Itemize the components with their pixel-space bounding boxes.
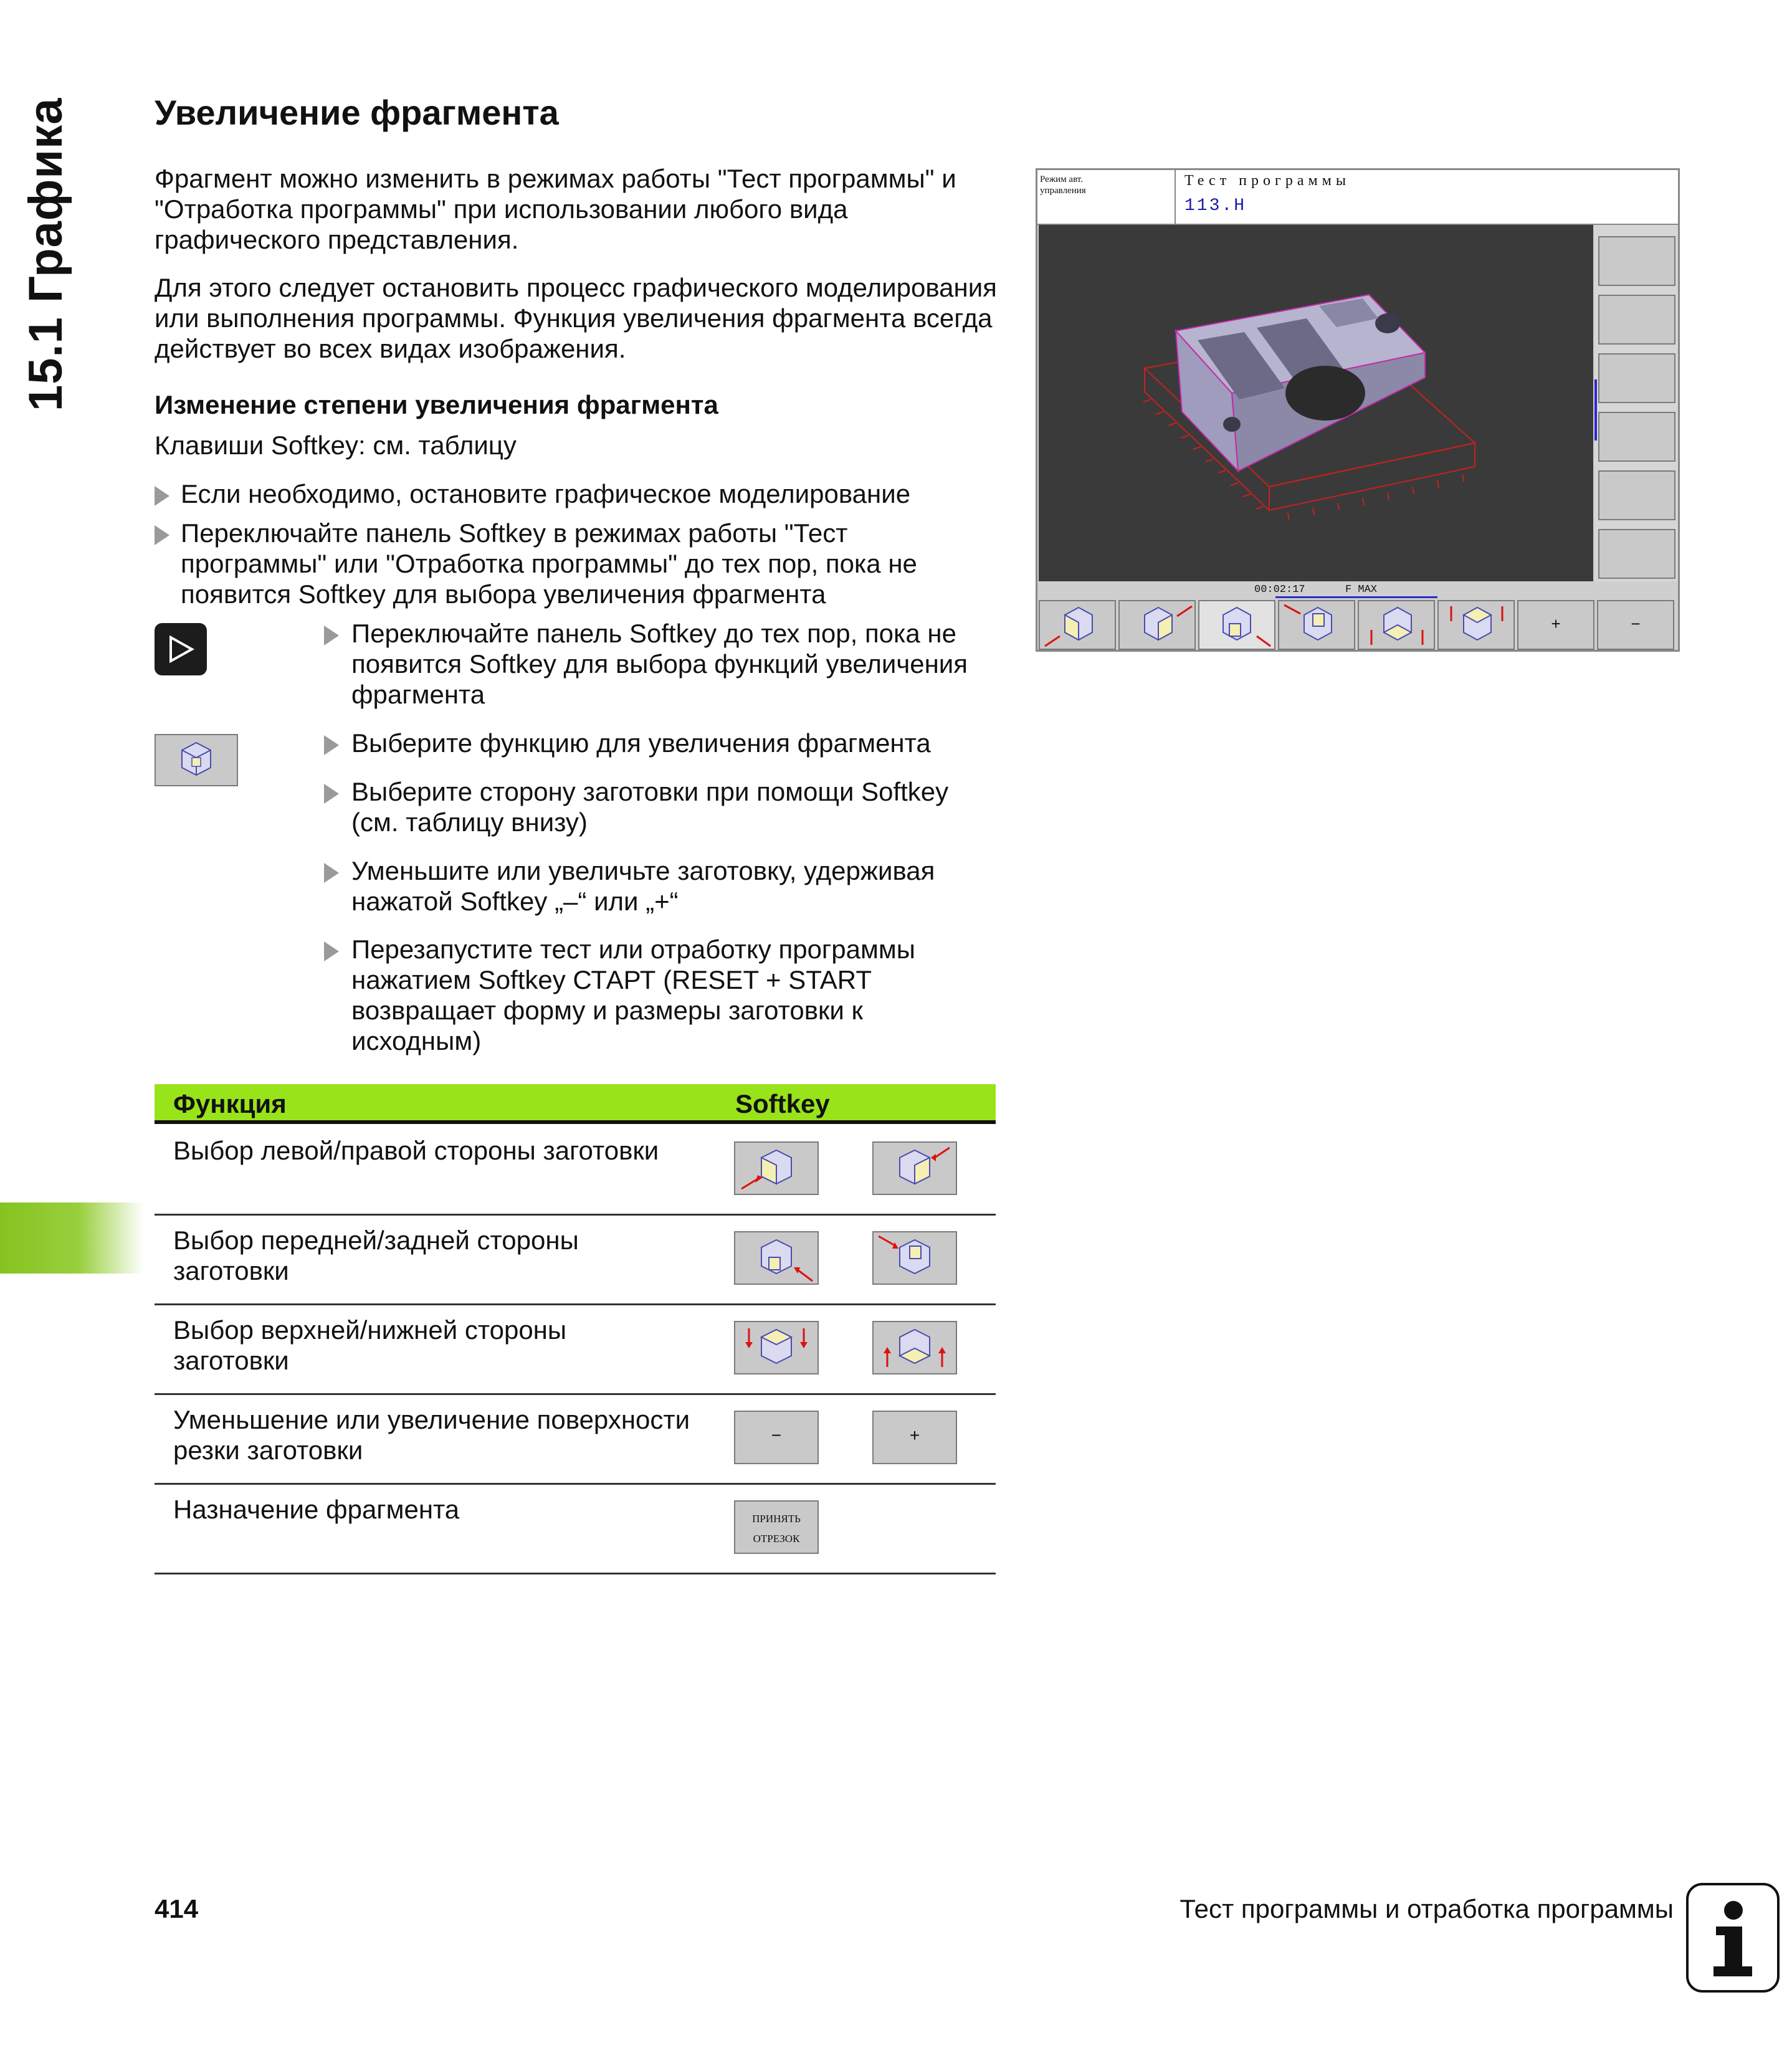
bullet-arrow-icon xyxy=(324,941,339,961)
screen-left-side-softkey[interactable] xyxy=(1039,600,1116,650)
table-row: Уменьшение или увеличение поверхности резки заготовки − + xyxy=(155,1393,996,1485)
shrink-cut-softkey[interactable]: − xyxy=(734,1411,819,1464)
mode-label: Режим авт. управления xyxy=(1037,170,1176,224)
vertical-softkey-5[interactable] xyxy=(1598,470,1675,520)
intro-paragraph-1: Фрагмент можно изменить в режимах работы "Тест программы" и "Отработка программы" при использовании любого вида графического представления. xyxy=(155,164,956,254)
step-item: Если необходимо, остановите графическое моделирование xyxy=(155,479,1002,509)
bottom-side-cube-icon xyxy=(874,1322,956,1373)
program-name: 113.H xyxy=(1184,196,1247,216)
screen-bottom-side-softkey[interactable] xyxy=(1358,600,1435,650)
section-subheading: Изменение степени увеличения фрагмента xyxy=(155,390,718,419)
vertical-softkey-2[interactable] xyxy=(1598,295,1675,345)
select-bottom-side-softkey[interactable] xyxy=(872,1321,957,1374)
screen-back-side-softkey[interactable] xyxy=(1278,600,1355,650)
vertical-softkey-3[interactable] xyxy=(1598,353,1675,403)
right-side-cube-icon xyxy=(874,1143,956,1194)
top-side-cube-icon xyxy=(1439,601,1513,649)
select-back-side-softkey[interactable] xyxy=(872,1231,957,1285)
bullet-arrow-icon xyxy=(155,486,169,506)
bullet-arrow-icon xyxy=(324,735,339,755)
step-item: Выберите функцию для увеличения фрагмента xyxy=(324,728,997,758)
workpiece-3d-graphic xyxy=(1039,225,1593,581)
screen-top-side-softkey[interactable] xyxy=(1437,600,1515,650)
col-header-softkey: Softkey xyxy=(735,1089,830,1118)
table-row: Выбор левой/правой стороны заготовки xyxy=(155,1124,996,1216)
screen-right-side-softkey[interactable] xyxy=(1118,600,1196,650)
status-line xyxy=(1039,583,1677,599)
block-zoom-softkey[interactable] xyxy=(155,734,238,786)
next-softkey-bar-icon xyxy=(168,636,194,663)
intro-paragraph-2: Для этого следует остановить процесс графического моделирования или выполнения программы. Функция увеличения фрагмента всегда действует во всех видах изображения. xyxy=(155,273,997,363)
front-side-cube-icon xyxy=(735,1232,817,1284)
bullet-arrow-icon xyxy=(155,525,169,545)
table-row: Выбор передней/задней стороны заготовки xyxy=(155,1214,996,1305)
right-side-cube-icon xyxy=(1120,601,1194,649)
bullet-arrow-icon xyxy=(324,626,339,645)
screen-mode-title: Тест программы xyxy=(1184,173,1350,189)
front-side-cube-icon xyxy=(1199,601,1274,649)
feed-rate: F MAX xyxy=(1345,584,1378,596)
bullet-arrow-icon xyxy=(324,863,339,883)
select-top-side-softkey[interactable] xyxy=(734,1321,819,1374)
enlarge-cut-softkey[interactable]: + xyxy=(872,1411,957,1464)
block-zoom-icon xyxy=(156,735,237,785)
footer-chapter-title: Тест программы и отработка программы xyxy=(1180,1894,1674,1923)
select-right-side-softkey[interactable] xyxy=(872,1141,957,1195)
select-left-side-softkey[interactable] xyxy=(734,1141,819,1195)
back-side-cube-icon xyxy=(1279,601,1354,649)
next-softkey-bar-key[interactable] xyxy=(155,623,207,675)
vertical-softkey-1[interactable] xyxy=(1598,236,1675,286)
vertical-softkey-bar xyxy=(1594,225,1678,581)
back-side-cube-icon xyxy=(874,1232,956,1284)
accept-section-softkey[interactable]: ПРИНЯТЬ ОТРЕЗОК xyxy=(734,1500,819,1554)
table-row: Выбор верхней/нижней стороны заготовки xyxy=(155,1303,996,1395)
tnc-screen xyxy=(1036,168,1680,652)
left-side-cube-icon xyxy=(1040,601,1115,649)
chapter-side-title: 15.1 Графика xyxy=(19,97,72,411)
info-icon xyxy=(1686,1883,1780,1993)
page-number: 414 xyxy=(155,1894,199,1923)
softkeys-note: Клавиши Softkey: см. таблицу xyxy=(155,431,517,460)
select-front-side-softkey[interactable] xyxy=(734,1231,819,1285)
screen-front-side-softkey[interactable] xyxy=(1198,600,1275,650)
step-item: Перезапустите тест или отработку программы нажатием Softkey СТАРТ (RESET + START возвращает форму и размеры заготовки к исходным) xyxy=(324,934,947,1056)
progress-bar xyxy=(1275,596,1437,598)
page-title: Увеличение фрагмента xyxy=(155,93,559,132)
step-item: Выберите сторону заготовки при помощи Softkey (см. таблицу внизу) xyxy=(324,776,997,837)
step-item: Уменьшите или увеличьте заготовку, удерживая нажатой Softkey „–“ или „+“ xyxy=(324,855,997,917)
horizontal-softkey-bar xyxy=(1039,600,1677,650)
bottom-side-cube-icon xyxy=(1359,601,1434,649)
run-time: 00:02:17 xyxy=(1254,584,1305,596)
table-header xyxy=(155,1084,996,1124)
chapter-tab-marker xyxy=(0,1203,143,1274)
vertical-softkey-4[interactable] xyxy=(1598,412,1675,462)
vertical-softkey-6[interactable] xyxy=(1598,529,1675,579)
top-side-cube-icon xyxy=(735,1322,817,1373)
graphics-window xyxy=(1039,225,1593,581)
step-item: Переключайте панель Softkey в режимах работы "Тест программы" или "Отработка программы" до тех пор, пока не появится Softkey для выбора увеличения фрагмента xyxy=(155,518,989,609)
col-header-function: Функция xyxy=(173,1089,287,1118)
left-side-cube-icon xyxy=(735,1143,817,1194)
screen-plus-softkey[interactable]: + xyxy=(1517,600,1594,650)
screen-minus-softkey[interactable]: − xyxy=(1597,600,1674,650)
table-row: Назначение фрагмента ПРИНЯТЬ ОТРЕЗОК xyxy=(155,1483,996,1574)
bullet-arrow-icon xyxy=(324,784,339,804)
step-item: Переключайте панель Softkey до тех пор, пока не появится Softkey для выбора функций увеличения фрагмента xyxy=(324,618,997,710)
screen-header xyxy=(1037,170,1678,225)
scroll-indicator xyxy=(1594,379,1597,441)
